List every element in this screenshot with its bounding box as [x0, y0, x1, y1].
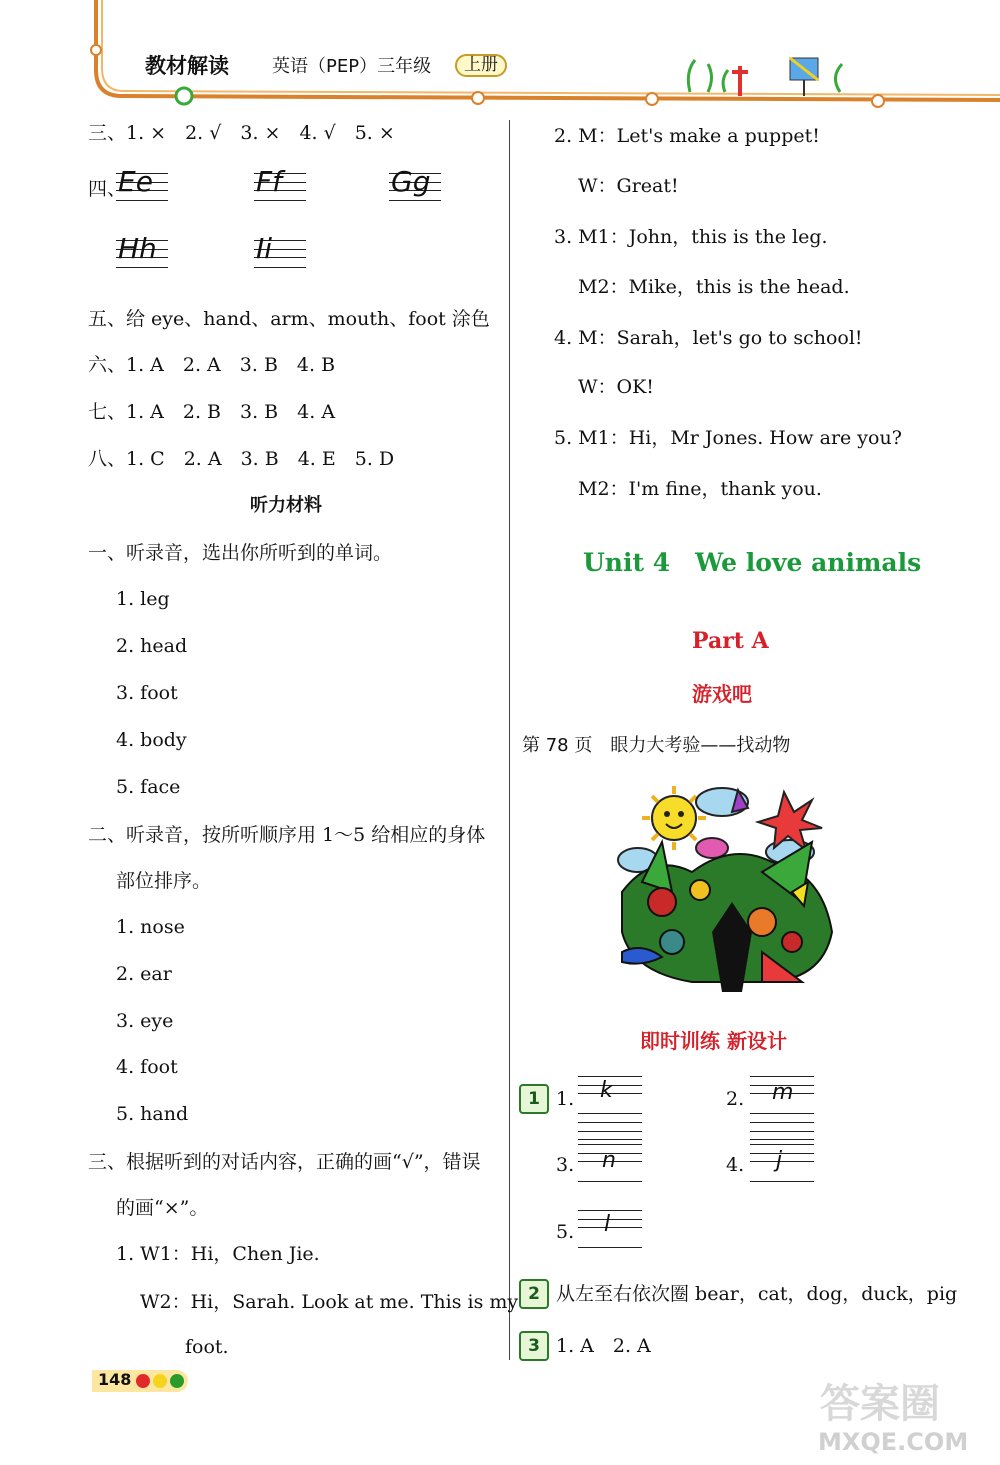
dialogue-4-line-1: 4. M：Sarah，let's go to school!: [554, 327, 863, 349]
q1-item-5-num: 5.: [556, 1221, 575, 1243]
page-reference: 第 78 页 眼力大考验——找动物: [522, 735, 791, 756]
question-3-answer: 1. A 2. A: [556, 1335, 651, 1357]
q1-item-3-letter: n: [602, 1148, 616, 1173]
dialogue-5-line-1: 5. M1：Hi，Mr Jones. How are you?: [554, 427, 902, 449]
listening-part-1-title: 一、听录音，选出你所听到的单词。: [88, 542, 393, 564]
handwriting-ee: Ee: [118, 165, 153, 198]
listening-2-item: 2. ear: [116, 963, 172, 985]
answer-section-3: 三、1. × 2. √ 3. × 4. √ 5. ×: [88, 122, 395, 144]
question-3-badge: 3: [519, 1331, 549, 1361]
answer-section-7: 七、1. A 2. B 3. B 4. A: [88, 401, 336, 423]
page-dot-green: [170, 1374, 184, 1388]
handwriting-ii: Ii: [256, 232, 273, 265]
dialogue-2-line-1: 2. M：Let's make a puppet!: [554, 125, 820, 147]
dialogue-4-line-2: W：OK!: [578, 376, 654, 398]
q1-item-2-num: 2.: [726, 1088, 745, 1110]
watermark-logo: 答案圈: [820, 1381, 940, 1427]
unit-title: Unit 4 We love animals: [583, 548, 922, 577]
header-decoration-plants: [680, 52, 860, 100]
listening-1-item: 1. leg: [116, 588, 170, 610]
dialogue-1-line-3: foot.: [185, 1336, 229, 1358]
listening-title: 听力材料: [250, 495, 322, 516]
handwriting-gg: Gg: [391, 165, 431, 198]
handwriting-hh: Hh: [118, 232, 157, 265]
dialogue-1-line-1: 1. W1：Hi，Chen Jie.: [116, 1243, 320, 1265]
listening-1-item: 3. foot: [116, 682, 178, 704]
listening-part-2-title-cont: 部位排序。: [116, 870, 212, 892]
page-number: 148: [98, 1370, 132, 1389]
header-title: 教材解读: [145, 54, 229, 78]
q1-item-2-letter: m: [772, 1080, 794, 1105]
listening-1-item: 2. head: [116, 635, 188, 657]
find-animals-illustration: [612, 782, 840, 1000]
answer-section-4-label: 四、: [88, 178, 127, 200]
dialogue-5-line-2: M2：I'm fine，thank you.: [578, 478, 822, 500]
q1-item-1-letter: k: [600, 1078, 613, 1103]
answer-section-6: 六、1. A 2. A 3. B 4. B: [88, 354, 336, 376]
listening-2-item: 1. nose: [116, 916, 185, 938]
part-title: Part A: [692, 628, 769, 654]
listening-2-item: 4. foot: [116, 1056, 178, 1078]
dialogue-1-line-2: W2：Hi，Sarah. Look at me. This is my: [140, 1291, 519, 1313]
answer-section-5: 五、给 eye、hand、arm、mouth、foot 涂色: [88, 308, 490, 330]
handwriting-ff: Ff: [256, 165, 282, 198]
question-2-answer: 从左至右依次圈 bear，cat，dog，duck，pig: [556, 1283, 958, 1305]
answer-section-8: 八、1. C 2. A 3. B 4. E 5. D: [88, 448, 395, 470]
dialogue-2-line-2: W：Great!: [578, 175, 679, 197]
dialogue-3-line-1: 3. M1：John，this is the leg.: [554, 226, 828, 248]
header-badge: 上册: [455, 54, 507, 77]
q1-item-5-letter: l: [604, 1212, 611, 1237]
listening-part-3-title-cont: 的画“×”。: [116, 1197, 209, 1219]
q1-item-4-num: 4.: [726, 1154, 745, 1176]
column-divider: [509, 120, 510, 1360]
question-2-badge: 2: [519, 1279, 549, 1309]
page-dot-red: [136, 1374, 150, 1388]
listening-2-item: 3. eye: [116, 1010, 174, 1032]
page-dot-yellow: [153, 1374, 167, 1388]
question-1-badge: 1: [519, 1084, 549, 1114]
training-section-title: 即时训练 新设计: [640, 1029, 787, 1053]
header-subtitle: 英语（PEP）三年级: [272, 56, 432, 77]
listening-part-2-title: 二、听录音，按所听顺序用 1～5 给相应的身体: [88, 824, 486, 846]
game-section-title: 游戏吧: [692, 682, 752, 706]
listening-2-item: 5. hand: [116, 1103, 189, 1125]
q1-item-1-num: 1.: [556, 1088, 575, 1110]
listening-1-item: 4. body: [116, 729, 187, 751]
watermark-url: MXQE.COM: [818, 1428, 969, 1456]
q1-item-3-num: 3.: [556, 1154, 575, 1176]
listening-1-item: 5. face: [116, 776, 181, 798]
q1-item-4-letter: j: [776, 1148, 783, 1173]
header: [0, 0, 1000, 110]
listening-part-3-title: 三、根据听到的对话内容，正确的画“√”，错误: [88, 1151, 481, 1173]
dialogue-3-line-2: M2：Mike，this is the head.: [578, 276, 850, 298]
